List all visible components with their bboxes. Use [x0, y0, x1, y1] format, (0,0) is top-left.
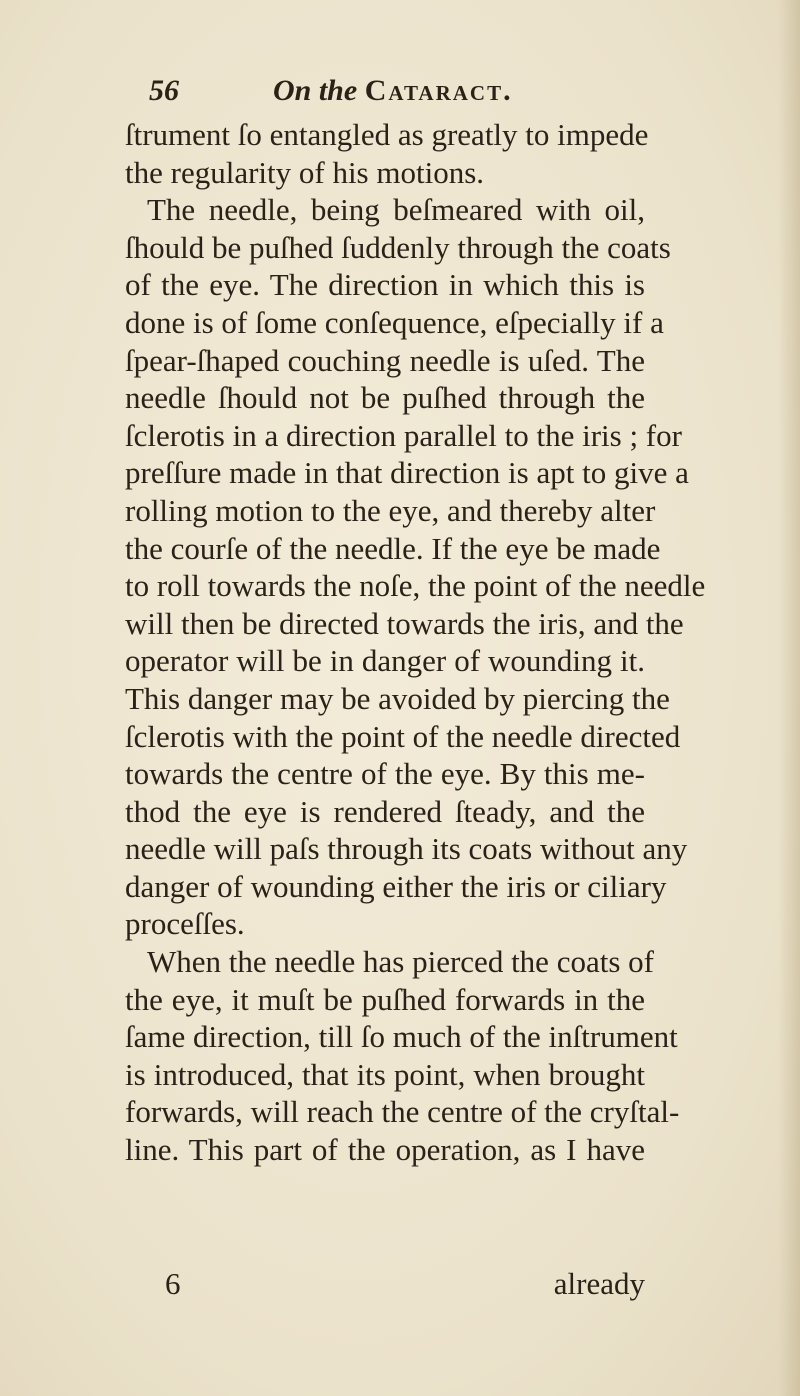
text-line: rolling motion to the eye, and thereby alter: [125, 492, 656, 528]
page-edge-shadow: [778, 0, 800, 1396]
signature-mark: 6: [165, 1266, 181, 1301]
text-line: operator will be in danger of wounding it.: [125, 643, 645, 679]
text-line: towards the centre of the eye. By this me-: [125, 756, 645, 792]
text-line: ſame direction, till ſo much of the inſtrument: [125, 1019, 678, 1055]
text-line: ſtrument ſo entangled as greatly to impede: [125, 117, 649, 152]
running-head: [273, 74, 513, 108]
text-line: This danger may be avoided by piercing the: [125, 680, 670, 716]
text-line: to roll towards the noſe, the point of the needle: [125, 568, 706, 604]
text-line: the regularity of his motions.: [125, 154, 485, 190]
page-footer: [165, 1266, 645, 1306]
text-line: needle will paſs through its coats without any: [125, 831, 688, 867]
text-line: ſclerotis with the point of the needle directed: [125, 718, 681, 754]
text-line: done is of ſome conſequence, eſpecially if a: [125, 304, 664, 340]
text-line: preſſure made in that direction is apt to give a: [125, 455, 689, 491]
text-line: ſpear-ſhaped couching needle is uſed. The: [125, 342, 645, 378]
text-line: is introduced, that its point, when brought: [125, 1056, 645, 1092]
text-line: the eye, it muſt be puſhed forwards in the: [125, 981, 645, 1017]
text-line: the courſe of the needle. If the eye be made: [125, 530, 661, 566]
catchword: already: [553, 1266, 645, 1301]
text-line: needle ſhould not be puſhed through the: [125, 380, 645, 416]
text-line: forwards, will reach the centre of the cryſtal-: [125, 1094, 680, 1130]
text-line: ſclerotis in a direction parallel to the iris ; for: [125, 417, 682, 453]
running-head-prefix: On the: [273, 74, 365, 107]
text-line: The needle, being beſmeared with oil,: [147, 192, 645, 228]
text-line: ſhould be puſhed ſuddenly through the coats: [125, 229, 671, 265]
text-line: will then be directed towards the iris, and the: [125, 605, 684, 641]
page-header: [149, 74, 619, 114]
text-line: When the needle has pierced the coats of: [147, 944, 654, 980]
text-line: thod the eye is rendered ſteady, and the: [125, 793, 645, 829]
text-line: danger of wounding either the iris or ciliary: [125, 868, 667, 904]
text-line: proceſſes.: [125, 906, 245, 942]
text-line: of the eye. The direction in which this is: [125, 267, 645, 303]
running-head-title: Cataract.: [364, 74, 513, 107]
page-number: 56: [149, 74, 179, 107]
body-text: [125, 116, 706, 1169]
text-line: line. This part of the operation, as I have: [125, 1132, 645, 1168]
